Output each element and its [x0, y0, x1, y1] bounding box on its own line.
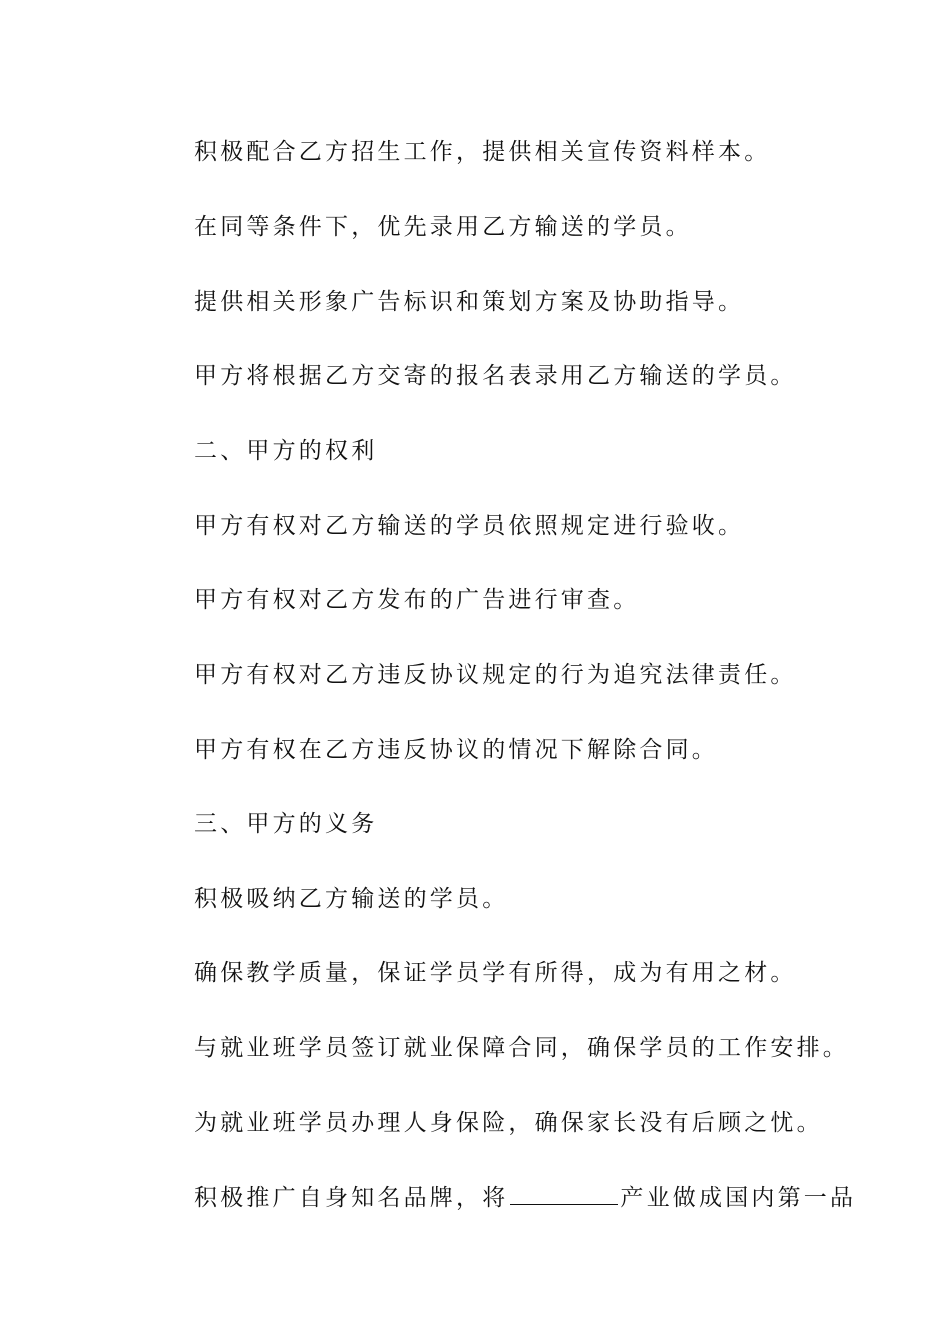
paragraph-8: 甲方有权在乙方违反协议的情况下解除合同。 [194, 737, 718, 763]
paragraph-1: 积极配合乙方招生工作，提供相关宣传资料样本。 [194, 139, 771, 165]
paragraph-13-start: 积极推广自身知名品牌，将 [194, 1185, 509, 1211]
paragraph-4: 甲方将根据乙方交寄的报名表录用乙方输送的学员。 [194, 363, 797, 389]
paragraph-10: 确保教学质量，保证学员学有所得，成为有用之材。 [194, 960, 797, 986]
paragraph-5: 甲方有权对乙方输送的学员依照规定进行验收。 [194, 513, 745, 539]
section-heading-obligations: 三、甲方的义务 [194, 811, 378, 837]
paragraph-13-end: 产业做成国内第一品 [620, 1185, 857, 1211]
paragraph-6: 甲方有权对乙方发布的广告进行审查。 [194, 587, 640, 613]
paragraph-12: 为就业班学员办理人身保险，确保家长没有后顾之忧。 [194, 1110, 823, 1136]
paragraph-3: 提供相关形象广告标识和策划方案及协助指导。 [194, 289, 745, 315]
paragraph-11: 与就业班学员签订就业保障合同，确保学员的工作安排。 [194, 1035, 849, 1061]
paragraph-13 [194, 1182, 856, 1213]
fill-in-blank [510, 1182, 618, 1205]
section-heading-rights: 二、甲方的权利 [194, 438, 378, 464]
paragraph-9: 积极吸纳乙方输送的学员。 [194, 886, 509, 912]
paragraph-7: 甲方有权对乙方违反协议规定的行为追究法律责任。 [194, 662, 797, 688]
paragraph-2: 在同等条件下，优先录用乙方输送的学员。 [194, 214, 692, 240]
